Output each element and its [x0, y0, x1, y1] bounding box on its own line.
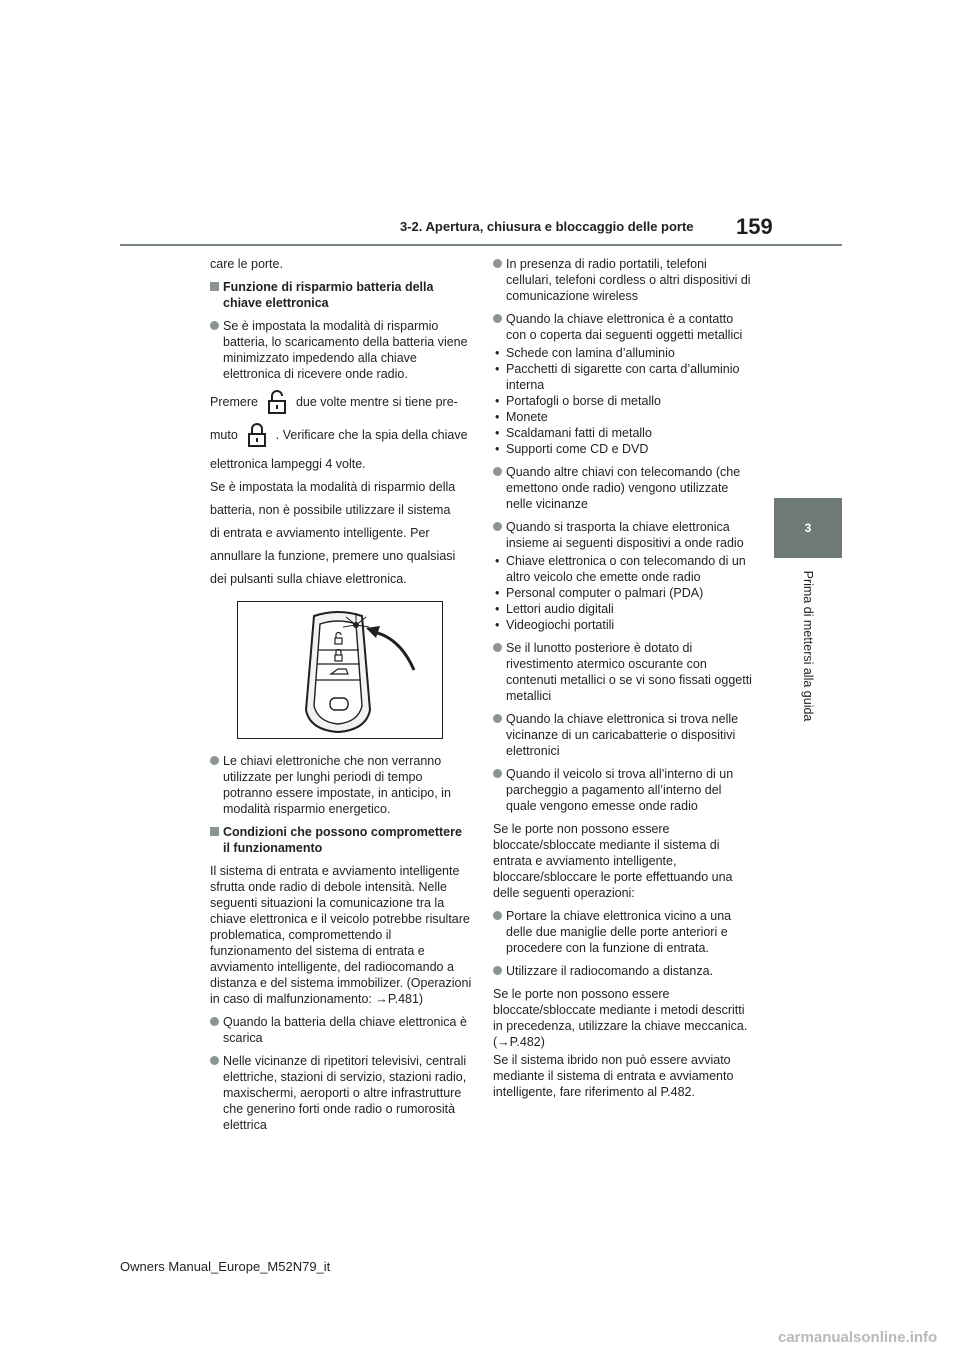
list-item-text: Personal computer o palmari (PDA): [506, 586, 704, 600]
list-item-text: Portafogli o borse di metallo: [506, 394, 661, 408]
continuation-text: care le porte.: [210, 257, 283, 271]
header-rule: [120, 244, 842, 246]
left-column: [210, 256, 472, 1140]
list-item: • Scaldamani fatti di metallo: [495, 426, 652, 440]
bullet-item: [210, 753, 472, 817]
bullet-item: [493, 519, 755, 551]
section-title: 3-2. Apertura, chiusura e bloccaggio delle porte: [400, 219, 694, 234]
bullet-text: In presenza di radio portatili, telefoni cellulari, telefoni cordless o altri dispositivi di comunicazione wireless: [506, 257, 751, 303]
list-item: • Supporti come CD e DVD: [495, 442, 649, 456]
bullet-text: Quando la chiave elettronica è a contatto con o coperta dai seguenti oggetti metallici: [506, 312, 743, 342]
hold-instruction-line: [210, 422, 472, 448]
body-text: Il sistema di entrata e avviamento intelligente sfrutta onde radio di debole intensità. Nelle seguenti situazioni la comunicazione tra la chiave elettronica e il veicolo potrebbe risultare problematica, compromettendo il funzionamento del sistema di entrata e avviamento intelligente, del radiocomando a distanza e del sistema immobilizer. (Operazioni in caso di malfunzionamento: →P.481): [210, 864, 472, 1006]
round-bullet-icon: [493, 714, 502, 723]
round-bullet-icon: [493, 259, 502, 268]
bullet-text: Quando il veicolo si trova all’interno di un parcheggio a pagamento all’interno del quale vengono emesse onde radio: [506, 767, 734, 813]
metal-objects-list: [493, 345, 755, 457]
list-item-text: Videogiochi portatili: [506, 618, 615, 632]
round-bullet-icon: [493, 966, 502, 975]
watermark: carmanualsonline.info: [778, 1329, 938, 1346]
chapter-tab[interactable]: 3: [774, 498, 842, 558]
bullet-text: Quando si trasporta la chiave elettronica insieme ai seguenti dispositivi a onde radio: [506, 520, 744, 550]
round-bullet-icon: [210, 756, 219, 765]
body-text: dei pulsanti sulla chiave elettronica.: [210, 572, 407, 586]
bullet-item: [493, 963, 755, 979]
round-bullet-icon: [210, 1056, 219, 1065]
bullet-item: [493, 640, 755, 704]
bullet-item: [493, 711, 755, 759]
list-item-text: Monete: [506, 410, 548, 424]
inline-text: . Verificare che la spia della chiave: [275, 428, 468, 442]
unlock-button-icon: [266, 389, 288, 415]
body-text: elettronica lampeggi 4 volte.: [210, 457, 366, 471]
bullet-item: [493, 256, 755, 304]
round-bullet-icon: [493, 911, 502, 920]
lock-button-icon: [246, 422, 268, 448]
round-bullet-icon: [493, 467, 502, 476]
list-item: • Portafogli o borse di metallo: [495, 394, 661, 408]
bullet-text: Se il lunotto posteriore è dotato di rivestimento atermico oscurante con contenuti metallici o se vi sono fissati oggetti metallici: [506, 641, 752, 703]
list-item-text: Chiave elettronica o con telecomando di un altro veicolo che emette onde radio: [506, 554, 746, 584]
heading-text: Funzione di risparmio batteria della chiave elettronica: [223, 280, 434, 310]
bullet-text: Se è impostata la modalità di risparmio batteria, lo scaricamento della batteria viene minimizzato impedendo alla chiave elettronica di ricevere onde radio.: [223, 319, 468, 381]
list-item: • Schede con lamina d’alluminio: [495, 346, 675, 360]
bullet-item: [493, 766, 755, 814]
body-text: annullare la funzione, premere uno qualsiasi: [210, 549, 456, 563]
round-bullet-icon: [493, 522, 502, 531]
round-bullet-icon: [493, 643, 502, 652]
list-item-text: Pacchetti di sigarette con carta d’alluminio interna: [506, 362, 740, 392]
body-text: Se il sistema ibrido non può essere avviato mediante il sistema di entrata e avviamento intelligente, fare riferimento al P.482.: [493, 1053, 734, 1099]
list-item: • Chiave elettronica o con telecomando di un altro veicolo che emette onde radio: [495, 554, 746, 584]
square-bullet-icon: [210, 282, 219, 291]
radio-devices-list: [493, 553, 755, 633]
inline-text: muto: [210, 428, 238, 442]
bullet-text: Quando altre chiavi con telecomando (che emettono onde radio) vengono utilizzate nelle vicinanze: [506, 465, 741, 511]
list-item: • Lettori audio digitali: [495, 602, 614, 616]
list-item-text: Supporti come CD e DVD: [506, 442, 649, 456]
list-item-text: Schede con lamina d’alluminio: [506, 346, 675, 360]
list-item: • Monete: [495, 410, 548, 424]
bullet-item: [493, 311, 755, 343]
chapter-title: Prima di mettersi alla guida: [801, 570, 815, 722]
square-bullet-icon: [210, 827, 219, 836]
body-text: Se le porte non possono essere bloccate/sbloccate mediante i metodi descritti in precedenza, utilizzare la chiave meccanica. (→P.482): [493, 987, 748, 1049]
round-bullet-icon: [210, 321, 219, 330]
bullet-item: [210, 1053, 472, 1133]
bullet-text: Nelle vicinanze di ripetitori televisivi, centrali elettriche, stazioni di servizio, stazioni radio, maxischermi, aeroporti o altre infrastrutture che generino forti onde radio o rumorosità elettrica: [223, 1054, 467, 1132]
list-item: • Personal computer o palmari (PDA): [495, 586, 704, 600]
bullet-text: Utilizzare il radiocomando a distanza.: [506, 964, 714, 978]
page-number: 159: [736, 214, 773, 239]
bullet-text: Quando la batteria della chiave elettronica è scarica: [223, 1015, 467, 1045]
press-instruction-line: [210, 389, 472, 415]
bullet-item: [493, 908, 755, 956]
battery-saving-heading: [210, 279, 472, 311]
round-bullet-icon: [493, 314, 502, 323]
round-bullet-icon: [210, 1017, 219, 1026]
body-text: Se le porte non possono essere bloccate/sbloccate mediante il sistema di entrata e avviamento intelligente, bloccare/sbloccare le porte effettuando una delle seguenti operazioni:: [493, 822, 733, 900]
right-column: [493, 256, 755, 1107]
body-text: batteria, non è possibile utilizzare il sistema: [210, 503, 451, 517]
key-illustration: [237, 601, 443, 739]
list-item: • Pacchetti di sigarette con carta d’alluminio interna: [495, 362, 740, 392]
list-item: • Videogiochi portatili: [495, 618, 615, 632]
bullet-text: Quando la chiave elettronica si trova nelle vicinanze di un caricabatterie o dispositivi elettronici: [506, 712, 739, 758]
bullet-item: [493, 464, 755, 512]
list-item-text: Scaldamani fatti di metallo: [506, 426, 652, 440]
bullet-text: Le chiavi elettroniche che non verranno utilizzate per lunghi periodi di tempo potranno essere impostate, in anticipo, in modalità risparmio energetico.: [223, 754, 451, 816]
inline-text: due volte mentre si tiene pre-: [295, 395, 458, 409]
list-item-text: Lettori audio digitali: [506, 602, 614, 616]
body-text: di entrata e avviamento intelligente. Per: [210, 526, 430, 540]
round-bullet-icon: [493, 769, 502, 778]
bullet-text: Portare la chiave elettronica vicino a una delle due maniglie delle porte anteriori e procedere con la funzione di entrata.: [506, 909, 732, 955]
manual-id: Owners Manual_Europe_M52N79_it: [120, 1259, 331, 1274]
conditions-heading: [210, 824, 472, 856]
bullet-item: [210, 1014, 472, 1046]
body-text: Se è impostata la modalità di risparmio della: [210, 480, 456, 494]
bullet-item: [210, 318, 472, 382]
heading-text: Condizioni che possono compromettere il funzionamento: [223, 825, 462, 855]
inline-text: Premere: [210, 395, 258, 409]
